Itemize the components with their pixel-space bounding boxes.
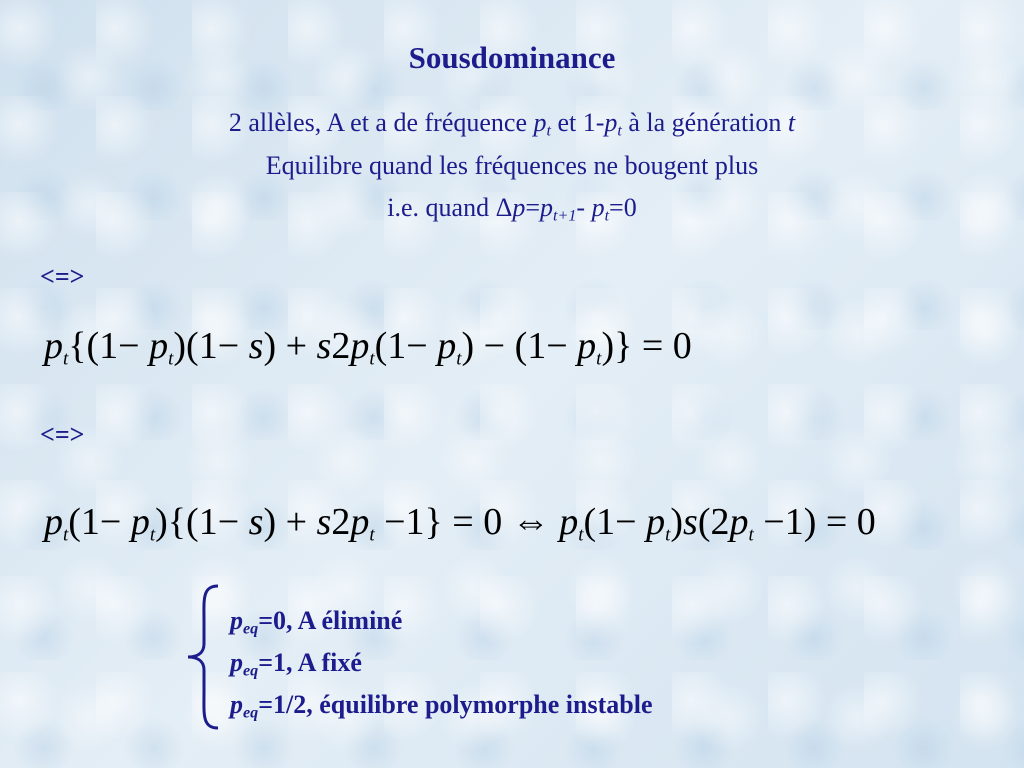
intro-text: et 1- (550, 108, 605, 137)
var-p: p (591, 193, 605, 222)
var-p: p (44, 325, 63, 367)
var-p: p (539, 193, 553, 222)
eq-text: (1− (583, 501, 647, 543)
intro-line-3 (0, 193, 1024, 223)
intro-text: à la génération (621, 108, 788, 137)
equation-1 (44, 324, 692, 368)
result-item (230, 684, 652, 726)
var-t: t (149, 524, 156, 546)
var-p: p (559, 501, 579, 543)
var-t: t (596, 348, 602, 370)
var-t: t (369, 348, 375, 370)
var-s: s (683, 501, 698, 543)
eq-text: ) + (263, 325, 317, 367)
var-p: p (533, 108, 547, 137)
result-text: =0, A éliminé (258, 606, 403, 635)
var-t: t (665, 524, 671, 546)
var-p: p (350, 501, 370, 543)
var-t: t (63, 524, 69, 546)
var-p: p (512, 193, 526, 222)
var-p: p (437, 325, 457, 367)
eq-text: ) (670, 501, 684, 543)
eq-text: )} = 0 (601, 325, 692, 367)
var-s: s (248, 325, 264, 367)
var-t: t (578, 524, 584, 546)
var-t: t (546, 122, 551, 140)
intro-text: i.e. quand Δ (387, 193, 513, 222)
eq-text: )(1− (173, 325, 249, 367)
var-sub: eq (243, 662, 259, 680)
var-p: p (230, 690, 243, 719)
left-brace-icon (184, 582, 224, 732)
var-t: t (787, 108, 796, 137)
eq-text: −1} = 0 ⇔ (374, 501, 560, 543)
intro-text: = (525, 193, 540, 222)
var-t: t (63, 348, 69, 370)
intro-text: - (576, 193, 592, 222)
intro-line-1 (0, 108, 1024, 138)
eq-text: 2 (331, 501, 351, 543)
equivalence-symbol-1: <=> (40, 262, 85, 291)
var-p: p (44, 501, 63, 543)
intro-text: 2 allèles, A et a de fréquence (228, 108, 534, 137)
eq-text: ) + (263, 501, 317, 543)
result-text: =1, A fixé (258, 648, 362, 677)
result-text: =1/2, équilibre polymorphe instable (258, 690, 653, 719)
var-s: s (316, 325, 332, 367)
result-item (230, 642, 652, 684)
slide-title: Sousdominance (408, 40, 616, 75)
var-p: p (646, 501, 666, 543)
var-t: t (456, 348, 462, 370)
var-p: p (130, 501, 150, 543)
var-s: s (248, 501, 264, 543)
eq-text: ){(1− (155, 501, 249, 543)
eq-text: −1) = 0 (753, 501, 876, 543)
eq-text: {(1− (68, 325, 150, 367)
var-p: p (230, 648, 243, 677)
equilibrium-results (230, 600, 652, 726)
intro-line-2: Equilibre quand les fréquences ne bougent plus (265, 151, 759, 180)
var-t: t (369, 524, 375, 546)
var-p: p (604, 108, 618, 137)
var-sub: t+1 (552, 207, 577, 225)
eq-text: 2 (331, 325, 351, 367)
eq-text: ) − (1− (461, 325, 578, 367)
equation-2 (44, 500, 876, 544)
var-p: p (729, 501, 749, 543)
var-sub: eq (243, 704, 259, 722)
var-t: t (617, 122, 622, 140)
var-t: t (748, 524, 754, 546)
var-t: t (604, 207, 610, 225)
var-t: t (168, 348, 174, 370)
eq-text: (1− (374, 325, 438, 367)
result-item (230, 600, 652, 642)
var-p: p (149, 325, 169, 367)
equivalence-symbol-2: <=> (40, 420, 85, 449)
eq-text: (1− (68, 501, 131, 543)
intro-text: =0 (609, 193, 637, 222)
eq-text: (2 (697, 501, 730, 543)
var-s: s (316, 501, 332, 543)
var-p: p (350, 325, 370, 367)
var-p: p (577, 325, 597, 367)
var-p: p (230, 606, 243, 635)
var-sub: eq (243, 620, 259, 638)
